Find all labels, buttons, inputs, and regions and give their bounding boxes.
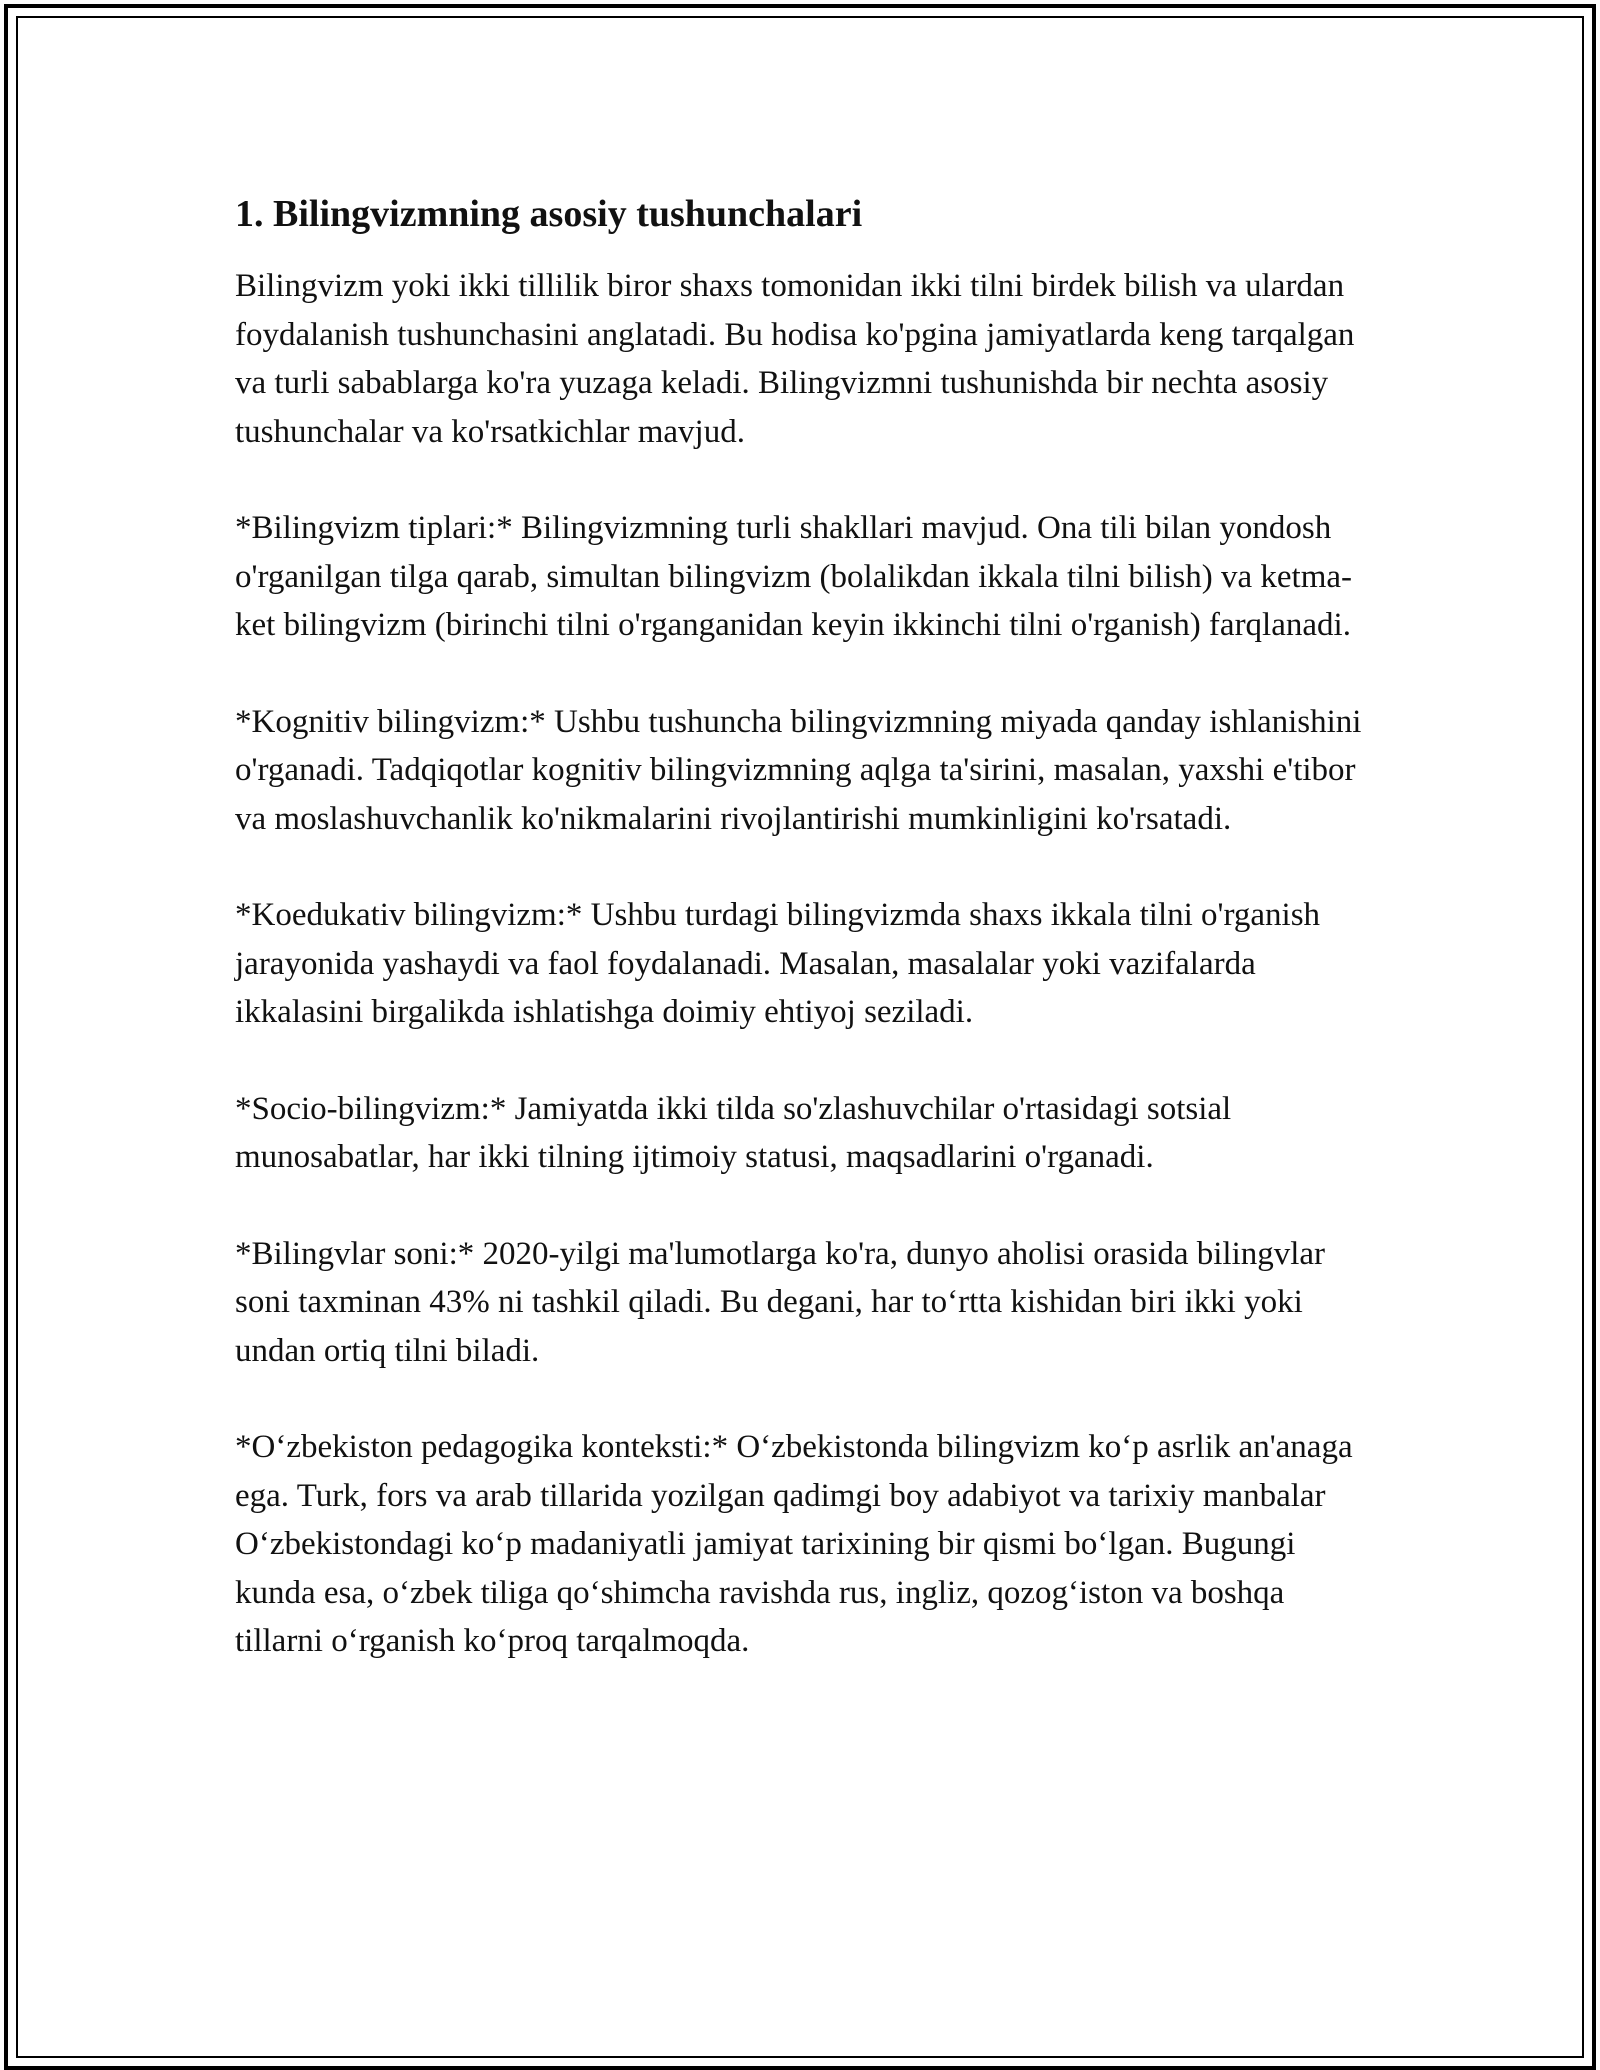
section-heading: 1. Bilingvizmning asosiy tushunchalari <box>235 193 863 235</box>
paragraph-uzbekistan-context: *O‘zbekiston pedagogika konteksti:* O‘zbekistonda bilingvizm ko‘p asrlik an'anaga ega. Turk, fors va arab tillarida yozilgan qadimgi boy adabiyot va tarixiy manbalar O‘zbekistondagi ko‘p madaniyatli jamiyat tarixining bir qismi bo‘lgan. Bugungi kunda esa, o‘zbek tiliga qo‘shimcha ravishda rus, ingliz, qozog‘iston va boshqa tillarni o‘rganish ko‘proq tarqalmoqda. <box>235 1429 1353 1659</box>
paragraph-bilingual-count: *Bilingvlar soni:* 2020-yilgi ma'lumotlarga ko'ra, dunyo aholisi orasida bilingvlar soni taxminan 43% ni tashkil qiladi. Bu degani, har to‘rtta kishidan biri ikki yoki undan ortiq tilni biladi. <box>235 1235 1326 1369</box>
paragraph-intro: Bilingvizm yoki ikki tillilik biror shaxs tomonidan ikki tilni birdek bilish va ulardan foydalanish tushunchasini anglatadi. Bu hodisa ko'pgina jamiyatlarda keng tarqalgan va turli sabablarga ko'ra yuzaga keladi. Bilingvizmni tushunishda bir nechta asosiy tushunchalar va ko'rsatkichlar mavjud. <box>235 268 1355 450</box>
paragraph-socio-bilingualism: *Socio-bilingvizm:* Jamiyatda ikki tilda so'zlashuvchilar o'rtasidagi sotsial munosabatlar, har ikki tilning ijtimoiy statusi, maqsadlarini o'rganadi. <box>235 1090 1232 1175</box>
document-body <box>235 188 1365 1714</box>
paragraph-coeducative-bilingualism: *Koedukativ bilingvizm:* Ushbu turdagi bilingvizmda shaxs ikkala tilni o'rganish jarayonida yashaydi va faol foydalanadi. Masalan, masalalar yoki vazifalarda ikkalasini birgalikda ishlatishga doimiy ehtiyoj seziladi. <box>235 897 1321 1030</box>
paragraph-cognitive-bilingualism: *Kognitiv bilingvizm:* Ushbu tushuncha bilingvizmning miyada qanday ishlanishini o'rganadi. Tadqiqotlar kognitiv bilingvizmning aqlga ta'sirini, masalan, yaxshi e'tibor va moslashuvchanlik ko'nikmalarini rivojlantirishi mumkinligini ko'rsatadi. <box>235 703 1362 837</box>
paragraph-bilingualism-types: *Bilingvizm tiplari:* Bilingvizmning turli shakllari mavjud. Ona tili bilan yondosh o'rganilgan tilga qarab, simultan bilingvizm (bolalikdan ikkala tilni bilish) va ketma-ket bilingvizm (birinchi tilni o'rganganidan keyin ikkinchi tilni o'rganish) farqlanadi. <box>235 510 1353 643</box>
